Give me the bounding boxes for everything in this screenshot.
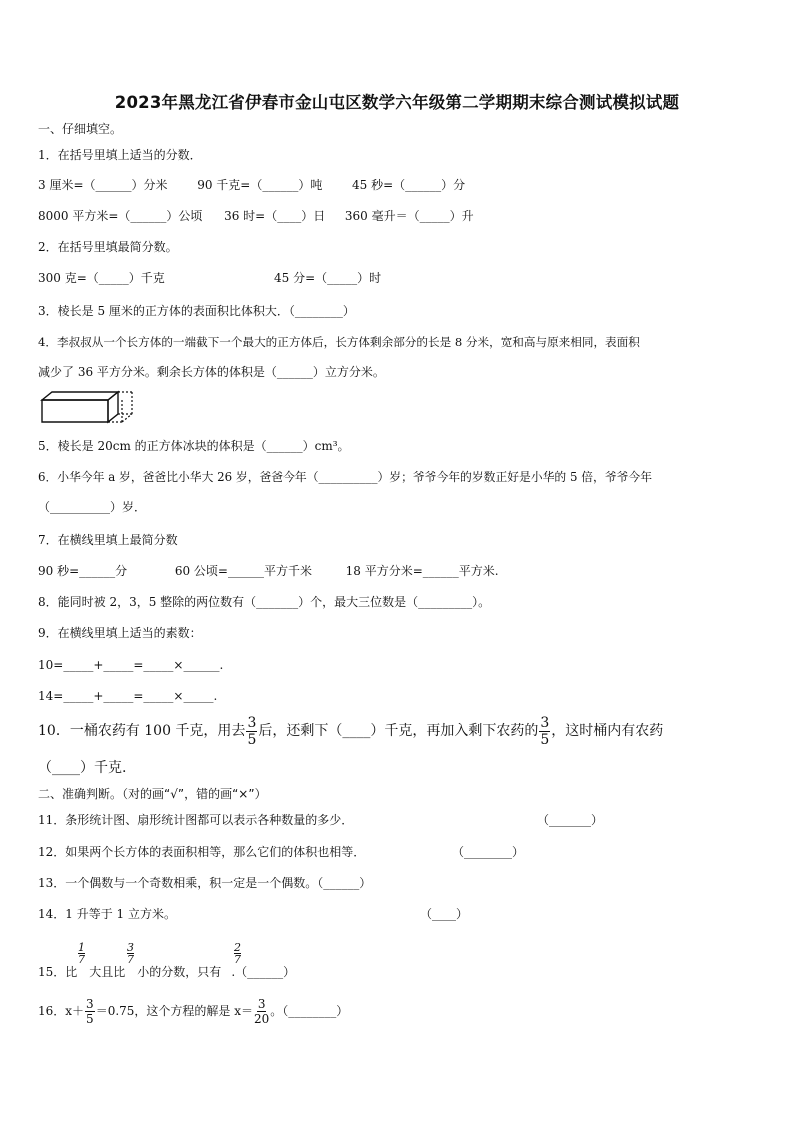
question-16: 16．x＋ $\frac{3}{5}$ ＝0.75，这个方程的解是 x＝ $\frac{3}{20}$ 。（________） — [38, 997, 349, 1026]
answer-blank[interactable]: _____ — [327, 271, 358, 285]
question-1: 1．在括号里填上适当的分数． — [38, 148, 202, 162]
question-7: 7．在横线里填上最简分数 — [38, 533, 178, 547]
question-2: 2．在括号里填最简分数。 — [38, 240, 178, 254]
section-heading-judge: 二、准确判断。（对的画“√”，错的画“×”） — [38, 787, 267, 801]
question-10-line-2: （____）千克. — [38, 760, 127, 776]
answer-blank[interactable]: ______ — [266, 439, 303, 453]
fraction: $\frac{3}{5}$ — [247, 714, 257, 748]
answer-blank[interactable]: ______ — [422, 564, 459, 578]
question-8: 8．能同时被 2，3，5 整除的两位数有（_______）个，最大三位数是（_________）。 — [38, 595, 491, 609]
question-6-line-2: （__________）岁． — [38, 500, 147, 514]
question-14: 14．1 升等于 1 立方米。 — [38, 907, 176, 921]
question-2-part-a: 300 克=（_____）千克 — [38, 271, 165, 285]
answer-blank[interactable]: ______ — [405, 178, 442, 192]
answer-blank[interactable]: ______ — [130, 209, 167, 223]
answer-blank[interactable]: ____ — [277, 209, 302, 223]
page-title: 2023年黑龙江省伊春市金山屯区数学六年级第二学期期末综合测试模拟试题 — [114, 93, 680, 112]
answer-blank[interactable]: _____ — [419, 209, 450, 223]
question-7-row: 90 秒=______分 60 公顷=______平方千米 18 平方分米=______平方米. — [38, 564, 499, 578]
question-10-line-1: 10．一桶农药有 100 千克，用去 $\frac{3}{5}$ 后，还剩下（____）千克，再加入剩下农药的 $\frac{3}{5}$ ，这时桶内有农药 — [38, 714, 664, 748]
question-11: 11．条形统计图、扇形统计图都可以表示各种数量的多少． — [38, 813, 354, 827]
fraction: 1 7 — [78, 941, 85, 966]
question-2-part-b: 45 分=（_____）时 — [274, 271, 382, 285]
question-9-row-1: 10=_____+_____=_____×______. — [38, 658, 224, 672]
answer-blank[interactable]: （____） — [420, 907, 469, 921]
fraction: $\frac{3}{5}$ — [86, 997, 94, 1026]
question-12: 12．如果两个长方体的表面积相等，那么它们的体积也相等． — [38, 845, 366, 859]
question-4-line-2: 减少了 36 平方分米。剩余长方体的体积是（______）立方分米。 — [38, 365, 385, 379]
answer-blank[interactable]: _____ — [98, 271, 129, 285]
question-9-row-2: 14=_____+_____=_____×_____. — [38, 689, 218, 703]
question-9: 9．在横线里填上适当的素数： — [38, 626, 202, 640]
answer-blank[interactable]: ______ — [95, 178, 132, 192]
answer-blank[interactable]: （_______） — [537, 813, 604, 827]
question-5: 5．棱长是 20cm 的正方体冰块的体积是（______）cm³。 — [38, 439, 350, 453]
fraction: 3 7 — [127, 941, 134, 966]
question-1-row-2: 8000 平方米=（______）公顷 36 时=（____）日 360 毫升＝（_____）升 — [38, 209, 474, 223]
fraction: $\frac{3}{5}$ — [540, 714, 550, 748]
answer-blank[interactable]: ______ — [227, 564, 264, 578]
question-1-row-1: 3 厘米=（______）分米 90 千克=（______）吨 45 秒=（______）分 — [38, 178, 466, 192]
answer-blank[interactable]: ______ — [262, 178, 299, 192]
question-6-line-1: 6．小华今年 a 岁，爸爸比小华大 26 岁，爸爸今年（__________）岁；爷爷今年的岁数正好是小华的 5 倍，爷爷今年 — [38, 470, 653, 484]
section-heading-fill: 一、仔细填空。 — [38, 122, 123, 136]
question-15: 15．比 大且比 小的分数，只有 .（______） — [38, 965, 296, 979]
question-3: 3．棱长是 5 厘米的正方体的表面积比体积大．（________） — [38, 304, 355, 318]
fraction: 2 7 — [234, 941, 241, 966]
question-13: 13．一个偶数与一个奇数相乘，积一定是一个偶数。（______） — [38, 876, 372, 890]
fraction: $\frac{3}{20}$ — [254, 997, 270, 1026]
answer-blank[interactable]: （________） — [452, 845, 525, 859]
question-4-line-1: 4．李叔叔从一个长方体的一端截下一个最大的正方体后，长方体剩余部分的长是 8 分米，宽和高与原来相同，表面积 — [38, 335, 640, 349]
cuboid-figure — [40, 389, 140, 425]
answer-blank[interactable]: ______ — [79, 564, 116, 578]
